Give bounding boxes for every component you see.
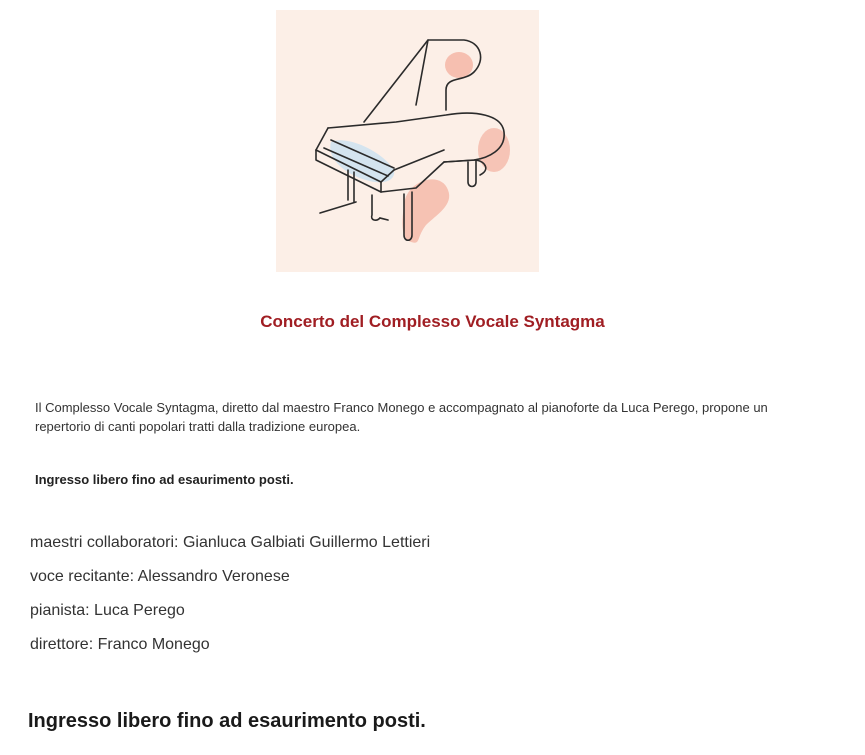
credit-conductor: direttore: Franco Monego: [30, 636, 210, 653]
free-entry-notice-large: Ingresso libero fino ad esaurimento posti.: [28, 710, 426, 732]
event-title: Concerto del Complesso Vocale Syntagma: [260, 312, 605, 331]
event-description: Il Complesso Vocale Syntagma, diretto dal maestro Franco Monego e accompagnato al pianoforte da Luca Perego, propone un repertorio di canti popolari tratti dalla tradizione europea.: [35, 400, 768, 434]
grand-piano-icon: [276, 10, 539, 272]
event-image: [276, 10, 539, 272]
free-entry-notice: Ingresso libero fino ad esaurimento posti.: [35, 472, 294, 487]
credit-collaborators: maestri collaboratori: Gianluca Galbiati Guillermo Lettieri: [30, 534, 431, 551]
credit-narrator: voce recitante: Alessandro Veronese: [30, 568, 290, 585]
credit-pianist: pianista: Luca Perego: [30, 602, 185, 619]
